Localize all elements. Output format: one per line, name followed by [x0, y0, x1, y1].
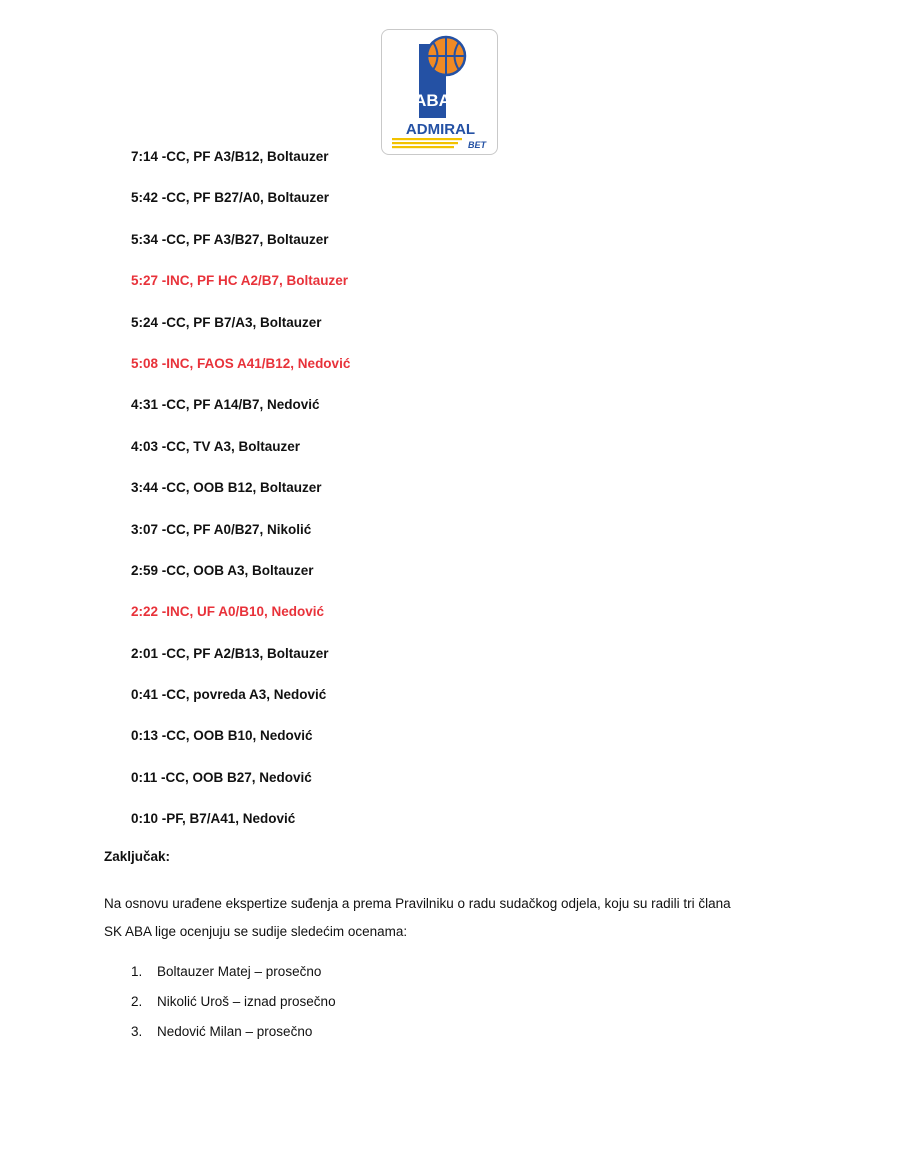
logo-admiral-text: ADMIRAL [405, 121, 476, 138]
grade-item [131, 1022, 336, 1052]
event-line-incorrect: 2:22 -INC, UF A0/B10, Nedović [131, 604, 325, 620]
call-event-list [131, 147, 631, 851]
event-line: 5:34 -CC, PF A3/B27, Boltauzer [131, 231, 329, 247]
grade-number: 3. [131, 1024, 143, 1039]
event-line: 0:10 -PF, B7/A41, Nedović [131, 811, 296, 827]
conclusion-line-2: SK ABA lige ocenjuju se sudije sledećim ocenama: [104, 924, 408, 939]
conclusion-paragraph [104, 890, 824, 946]
event-line: 0:11 -CC, OOB B27, Nedović [131, 769, 312, 785]
event-line-incorrect: 5:27 -INC, PF HC A2/B7, Boltauzer [131, 273, 349, 289]
event-line: 2:01 -CC, PF A2/B13, Boltauzer [131, 645, 329, 661]
logo-bet-text: BET [468, 140, 486, 150]
event-line: 3:07 -CC, PF A0/B27, Nikolić [131, 521, 312, 537]
event-line: 3:44 -CC, OOB B12, Boltauzer [131, 480, 322, 496]
event-line: 2:59 -CC, OOB A3, Boltauzer [131, 562, 314, 578]
event-line: 7:14 -CC, PF A3/B12, Boltauzer [131, 149, 329, 164]
aba-admiralbet-logo [381, 29, 498, 155]
event-line: 0:13 -CC, OOB B10, Nedović [131, 728, 313, 744]
event-line: 5:24 -CC, PF B7/A3, Boltauzer [131, 314, 322, 330]
event-line: 5:42 -CC, PF B27/A0, Boltauzer [131, 190, 330, 206]
grade-text: Nikolić Uroš – iznad prosečno [157, 994, 336, 1009]
event-line: 0:41 -CC, povreda A3, Nedović [131, 687, 327, 703]
grade-text: Nedović Milan – prosečno [157, 1024, 313, 1039]
conclusion-heading: Zaključak: [104, 849, 171, 864]
grade-number: 1. [131, 964, 143, 979]
referee-grades-list [131, 962, 336, 1052]
event-line: 4:31 -CC, PF A14/B7, Nedović [131, 397, 320, 413]
conclusion-line-1: Na osnovu urađene ekspertize suđenja a prema Pravilniku o radu sudačkog odjela, koju su radili tri člana [104, 896, 731, 911]
logo-graphic [382, 30, 499, 156]
grade-text: Boltauzer Matej – prosečno [157, 964, 322, 979]
event-line-incorrect: 5:08 -INC, FAOS A41/B12, Nedović [131, 355, 351, 371]
grade-number: 2. [131, 994, 143, 1009]
basketball-icon [427, 37, 465, 75]
grade-item [131, 992, 336, 1022]
event-line: 4:03 -CC, TV A3, Boltauzer [131, 438, 301, 454]
logo-aba-text: ABA [414, 91, 451, 110]
grade-item [131, 962, 336, 992]
